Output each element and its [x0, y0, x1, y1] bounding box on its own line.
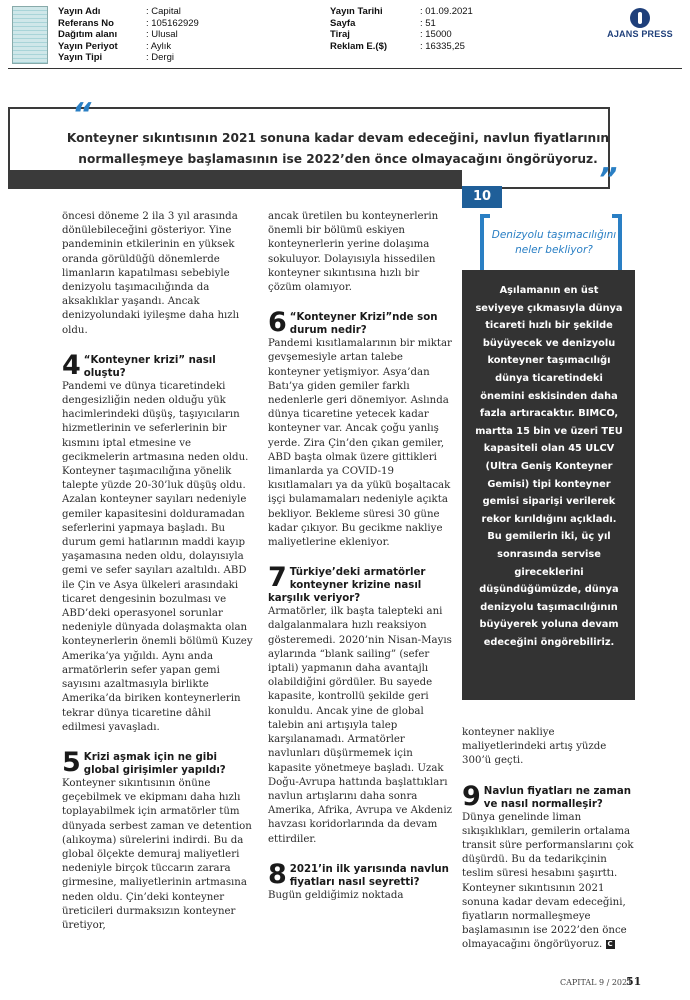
close-quote-icon: ” [598, 162, 618, 197]
open-quote-icon: “ [72, 97, 92, 132]
pull-quote-dark-strip [8, 170, 462, 187]
clipping-meta-left [58, 6, 199, 64]
meta-value: : Capital [146, 6, 181, 17]
meta-value: : Aylık [146, 40, 172, 52]
question-title: Türkiye’deki armatörler konteyner krizine nasıl karşılık veriyor? [268, 567, 426, 605]
end-mark-icon: C [607, 939, 613, 948]
ajans-press-logo [600, 8, 680, 39]
meta-row [330, 29, 473, 41]
meta-row [58, 18, 199, 30]
article-column-3 [462, 726, 637, 953]
meta-row [58, 29, 199, 41]
meta-key: Reklam E.($) [330, 40, 388, 52]
question-block-6 [268, 309, 454, 550]
meta-key: Yayın Adı [58, 6, 101, 17]
body-paragraph: öncesi döneme 2 ila 3 yıl arasında dönülebileceğini gösteriyor. Yine pandeminin etkilerinin en yüksek oranda görüldüğü dönemlerde limanların kapatılması sebebiyle denizyolu taşımacılığında da aksaklıklar yaşandı. Ancak denizyolundaki iyileşme daha hızlı oldu. [62, 211, 240, 336]
meta-value: : 15000 [420, 29, 452, 41]
issue-footer: CAPITAL 9 / 2021 [560, 978, 633, 987]
meta-row [330, 18, 473, 30]
question-block-4 [62, 349, 254, 735]
answer-text [462, 811, 637, 953]
meta-value: : Ulusal [146, 29, 178, 41]
meta-value: : 51 [420, 17, 436, 29]
answer-text: Konteyner sıkıntısının önüne geçebilmek ve ekipmanı daha hızlı toplayabilmek için armatörler tüm dünyada serbest zaman ve detention (alıkoyma) sürelerini indirdi. Bu da global ölçekte demuraj maliyetleri nedeniyle birçok tüccarın zarara girmesine, maliyetlerinin artmasına neden oldu. Çin’deki konteyner üreticileri durmaksızın konteyner üretiyor, [62, 777, 252, 931]
meta-row [58, 52, 199, 64]
question-number: 6 [268, 307, 287, 339]
meta-key: Sayfa [330, 17, 356, 29]
answer-text: Pandemi ve dünya ticaretindeki dengesizliğin neden olduğu yük hacimlerindeki düşüş, taşıyıcıların hizmetlerinin ve seferlerinin bir kısmını iptal etmesine ve gecikmelerin artmasına neden oldu. Konteyner taşımacılığına yönelik talepte yüzde 20-30’luk düşüş oldu. Azalan konteyner sayıları nedeniyle gemiler kapasitesini dolduramadan seferlerini yapmaya başladı. Bu durum gemi hatlarının maddi kayıp yaşamasına neden oldu, dolayısıyla gemi ve sefer sayıları azaltıldı. ABD ile Çin ve Asya ülkeleri arasındaki ticaret dengesinin bozulması ve ABD’deki operasyonel sorunlar nedeniyle dünyada dolaşmakta olan konteynerlerin önemli bölümü Kuzey Amerika’ya yığıldı. Aynı anda armatörlerin sefer yapan gemi sayısını azaltmasıyla birlikte Amerika’da biriken konteynerlerin tekrar dünya ticaretine dâhil edilmesi yavaşladı. [62, 380, 253, 733]
question-number: 5 [62, 746, 81, 778]
question-title: Krizi aşmak için ne gibi global girişimler yapıldı? [83, 751, 226, 776]
meta-key: Yayın Tarihi [330, 6, 383, 17]
meta-key: Tiraj [330, 29, 350, 41]
answer-body: Dünya genelinde liman sıkışıklıkları, gemilerin ortalama transit süre performanslarını çok düşürdü. Bu da tedarikçinin teslim süresi hesabını şaşırttı. Konteyner sıkıntısının 2021 sonuna kadar devam edeceğini, fiyatların normalleşmeye başlamasının ise 2022’den önce olmayacağını öngörüyoruz. [462, 811, 634, 951]
meta-value: : Dergi [146, 52, 174, 64]
question-block-7 [268, 564, 454, 846]
meta-key: Dağıtım alanı [58, 29, 118, 41]
meta-row [58, 6, 199, 18]
meta-value: : 105162929 [146, 17, 199, 29]
answer-text: Armatörler, ilk başta talepteki ani dalgalanmalara hızlı reaksiyon gösteremedi. 2020’nin Nisan-Mayıs aylarında “blank sailing” (sefer iptali) yapmanın daha avantajlı olabildiğini gördüler. Bu sayede kapasite, kontrollü şekilde geri konuldu. Ancak yine de global talebin ani artışıyla talep karşılanamadı. Armatörler navlunları düşürmemek için kapasite yönetmeye başladı. Uzak Doğu-Avrupa hattında başlattıkları navlun artışlarını daha sonra Amerika, Afrika, Avrupa ve Akdeniz havzası koridorlarında da devam ettirdiler. [268, 606, 452, 845]
article-column-1 [62, 210, 254, 933]
question-number: 9 [462, 780, 481, 812]
question-block-5 [62, 746, 254, 933]
header-divider [8, 68, 682, 69]
question-title: 2021’in ilk yarısında navlun fiyatları nasıl seyretti? [289, 863, 449, 888]
body-paragraph: ancak üretilen bu konteynerlerin önemli bir bölümü eskiyen konteynerlerin yerine dolaşıma sokuluyor. Dolayısıyla hissedilen konteyner sıkıntısına hızlı bir çözüm olamıyor. [268, 211, 439, 294]
question-title: Navlun fiyatları ne zaman ve nasıl normalleşir? [483, 785, 632, 810]
question-number: 8 [268, 858, 287, 890]
question-title: “Konteyner krizi” nasıl oluştu? [83, 354, 216, 379]
clipping-thumbnail [12, 6, 48, 64]
sidebar-question: Denizyolu taşımacılığını neler bekliyor? [491, 229, 617, 256]
article-column-2 [268, 210, 454, 903]
answer-text: Pandemi kısıtlamalarının bir miktar gevşemesiyle artan talebe konteyner yetişmiyor. Asya’dan Batı’ya giden gemiler farklı nedenlerle geri dönemiyor. Aslında dünya ticaretine yetecek kadar konteyner var. Ancak çoğu yanlış yerde. Zira Çin’den çıkan gemiler, ABD başta olmak üzere gittikleri limanlarda ya COVID-19 kısıtlamaları ya da yükü boşaltacak işçi bulamamaları nedeniyle açıkta bekliyor. Bekleme süresi 30 güne kadar çıkıyor. Bu gecikme nakliye maliyetlerine ekleniyor. [268, 338, 452, 549]
question-block-9 [462, 780, 637, 953]
question-title: “Konteyner Krizi”nde son durum nedir? [289, 312, 438, 337]
question-block-8 [268, 858, 454, 903]
page-number: 51 [626, 975, 642, 988]
meta-key: Referans No [58, 17, 114, 29]
meta-value: : 01.09.2021 [420, 6, 473, 17]
body-paragraph: konteyner nakliye maliyetlerindeki artış yüzde 300’ü geçti. [462, 727, 607, 767]
meta-value: : 16335,25 [420, 40, 465, 52]
meta-row [330, 41, 473, 53]
logo-text: AJANS PRESS [607, 29, 673, 39]
meta-key: Yayın Tipi [58, 52, 103, 64]
meta-row [330, 6, 473, 18]
meta-row [58, 41, 199, 53]
answer-text: Bugün geldiğimiz noktada [268, 889, 404, 901]
question-number: 4 [62, 349, 81, 381]
sidebar-number-tab: 10 [462, 186, 502, 208]
clipping-meta-right [330, 6, 473, 52]
sidebar-answer-text: Aşılamanın en üst seviyeye çıkmasıyla dünya ticareti hızlı bir şekilde büyüyecek ve denizyolu konteyner taşımacılığı dünya ticaretindeki önemini eskisinden daha fazla artıracaktır. BIMCO, martta 15 bin ve üzeri TEU kapasiteli olan 45 ULCV (Ultra Geniş Konteyner Gemisi) tipi konteyner gemisi siparişi verilerek rekor kırıldığını açıkladı. Bu gemilerin iki, üç yıl sonrasında servise gireceklerini düşündüğümüzde, dünya denizyolu taşımacılığının büyüyerek yoluna devam edeceğini öngörebiliriz. [475, 285, 623, 648]
meta-key: Yayın Periyot [58, 40, 118, 52]
logo-mark-icon [630, 8, 650, 28]
pull-quote-text: Konteyner sıkıntısının 2021 sonuna kadar devam edeceğini, navlun fiyatlarının normalleşmeye başlamasının ise 2022’den önce olmayacağını öngörüyoruz. [66, 131, 610, 166]
question-number: 7 [268, 562, 287, 594]
